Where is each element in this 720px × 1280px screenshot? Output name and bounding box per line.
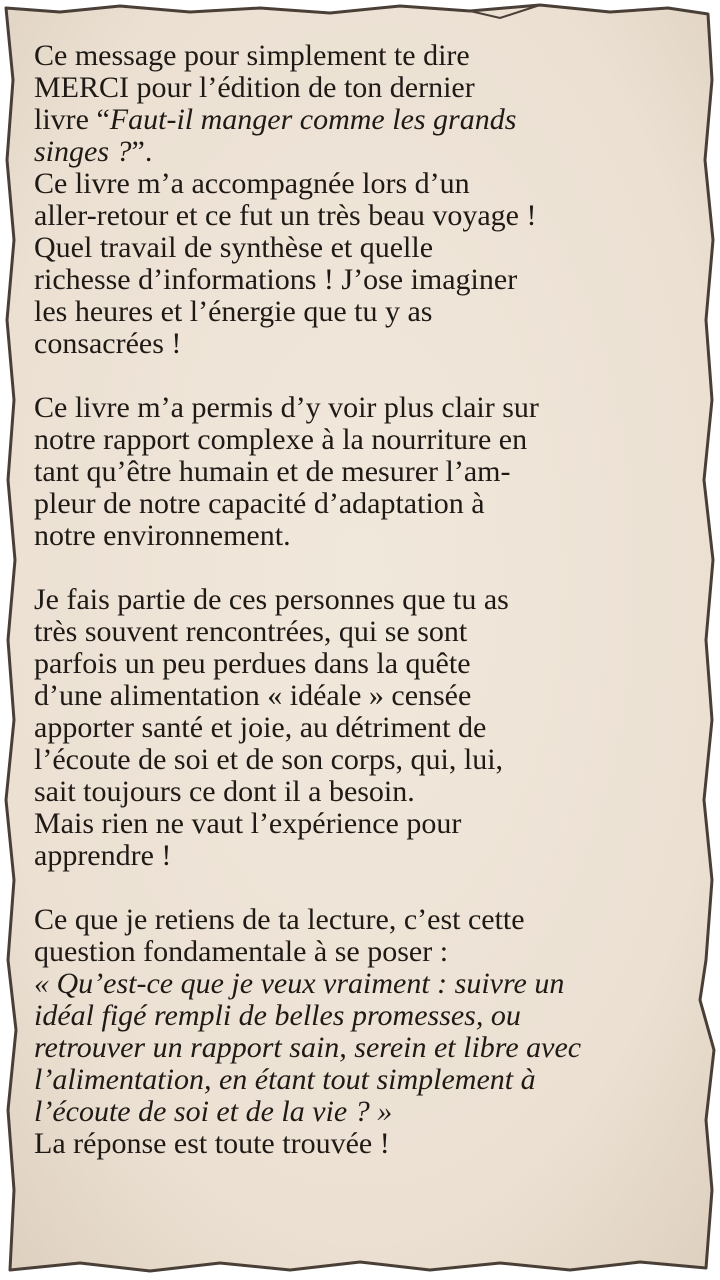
italic-text: retrouver un rapport sain, serein et libre avec — [34, 1031, 582, 1064]
italic-text: l’alimentation, en étant tout simplement à — [34, 1063, 536, 1096]
letter-line — [34, 904, 696, 936]
italic-text: singes ? — [34, 135, 132, 168]
letter-line — [34, 392, 696, 424]
letter-line — [34, 1064, 696, 1096]
letter-line — [34, 1000, 696, 1032]
letter-line — [34, 296, 696, 328]
letter-line — [34, 72, 696, 104]
letter-line — [34, 648, 696, 680]
letter-line — [34, 168, 696, 200]
letter-line — [34, 104, 696, 136]
text-run: parfois un peu perdues dans la quête — [34, 647, 471, 680]
letter-line — [34, 40, 696, 72]
text-run: MERCI pour l’édition de ton dernier — [34, 71, 475, 104]
text-run: Quel travail de synthèse et quelle — [34, 231, 434, 264]
letter-line — [34, 136, 696, 168]
letter-line — [34, 264, 696, 296]
letter-line — [34, 456, 696, 488]
letter-line — [34, 744, 696, 776]
letter-text — [34, 40, 696, 1160]
letter-paragraph — [34, 392, 696, 552]
letter-line — [34, 1128, 696, 1160]
letter-line — [34, 584, 696, 616]
text-run: question fondamentale à se poser : — [34, 935, 449, 968]
text-run: ”. — [131, 135, 153, 168]
letter-line — [34, 616, 696, 648]
text-run: livre “ — [34, 103, 110, 136]
text-run: Ce livre m’a permis d’y voir plus clair sur — [34, 391, 539, 424]
text-run: notre environnement. — [34, 519, 291, 552]
text-run: apporter santé et joie, au détriment de — [34, 711, 487, 744]
letter-line — [34, 936, 696, 968]
italic-text: l’écoute de soi et de la vie ? » — [34, 1095, 393, 1128]
letter-line — [34, 520, 696, 552]
letter-paragraph — [34, 40, 696, 360]
text-run: l’écoute de soi et de son corps, qui, lui, — [34, 743, 504, 776]
letter-line — [34, 200, 696, 232]
text-run: Je fais partie de ces personnes que tu as — [34, 583, 509, 616]
text-run: Ce que je retiens de ta lecture, c’est cette — [34, 903, 525, 936]
letter-line — [34, 424, 696, 456]
letter-line — [34, 488, 696, 520]
letter-line — [34, 328, 696, 360]
text-run: richesse d’informations ! J’ose imaginer — [34, 263, 518, 296]
text-run: pleur de notre capacité d’adaptation à — [34, 487, 485, 520]
letter-paragraph — [34, 584, 696, 872]
text-run: tant qu’être humain et de mesurer l’am- — [34, 455, 511, 488]
text-run: Mais rien ne vaut l’expérience pour — [34, 807, 462, 840]
letter-line — [34, 680, 696, 712]
text-run: La réponse est toute trouvée ! — [34, 1127, 390, 1160]
text-run: très souvent rencontrées, qui se sont — [34, 615, 468, 648]
letter-paragraph — [34, 904, 696, 1160]
text-run: notre rapport complexe à la nourriture en — [34, 423, 528, 456]
text-run: consacrées ! — [34, 327, 182, 360]
text-run: sait toujours ce dont il a besoin. — [34, 775, 415, 808]
text-run: Ce message pour simplement te dire — [34, 39, 470, 72]
letter-line — [34, 232, 696, 264]
letter-line — [34, 776, 696, 808]
italic-text: Faut-il manger comme les grands — [109, 103, 517, 136]
letter-line — [34, 840, 696, 872]
letter-line — [34, 712, 696, 744]
letter-line — [34, 1032, 696, 1064]
italic-text: idéal figé rempli de belles promesses, ou — [34, 999, 521, 1032]
letter-line — [34, 808, 696, 840]
text-run: d’une alimentation « idéale » censée — [34, 679, 472, 712]
letter-line — [34, 1096, 696, 1128]
text-run: apprendre ! — [34, 839, 172, 872]
letter-line — [34, 968, 696, 1000]
text-run: aller-retour et ce fut un très beau voyage ! — [34, 199, 537, 232]
text-run: Ce livre m’a accompagnée lors d’un — [34, 167, 470, 200]
text-run: les heures et l’énergie que tu y as — [34, 295, 433, 328]
italic-text: « Qu’est-ce que je veux vraiment : suivre un — [34, 967, 565, 1000]
